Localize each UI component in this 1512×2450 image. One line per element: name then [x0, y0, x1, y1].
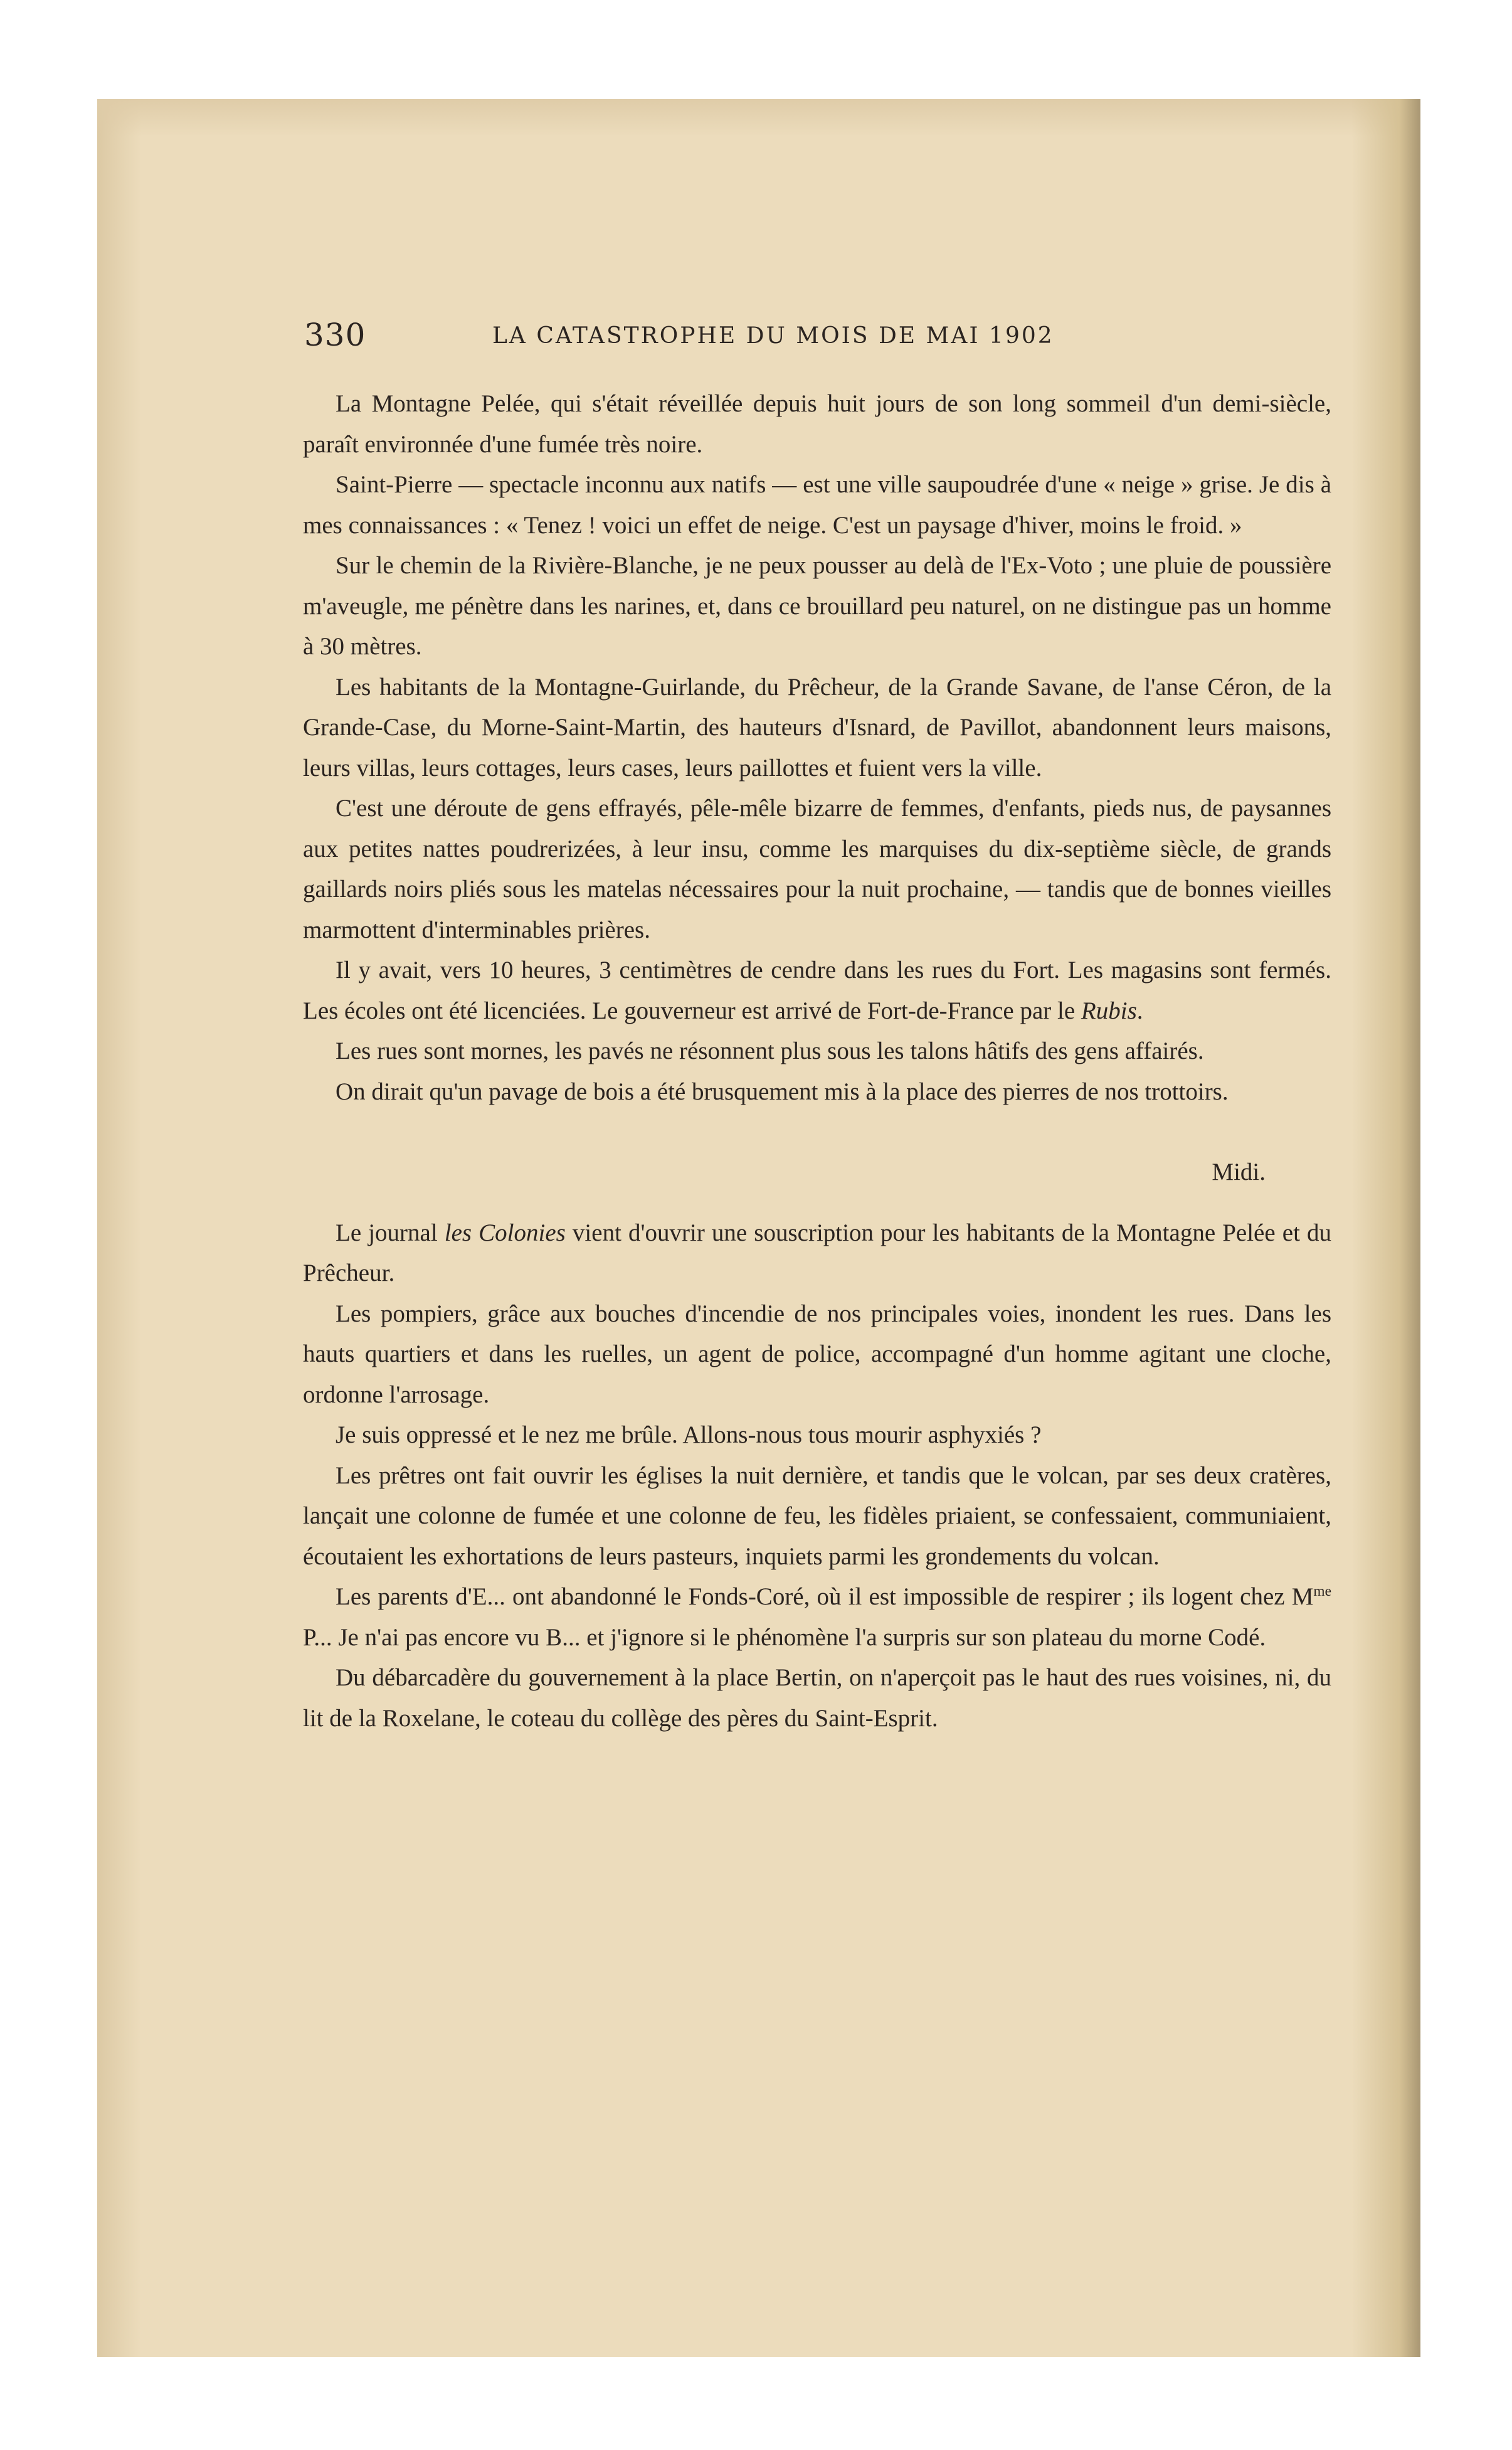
body-text: [303, 384, 1331, 1739]
paragraph: [303, 1213, 1331, 1294]
paragraph-text: Il y avait, vers 10 heures, 3 centimètres de cendre dans les rues du Fort. Les magasins sont fermés. Les écoles ont été licenciées. Le gouverneur est arrivé de Fort-de-France par le: [303, 957, 1331, 1024]
page-edge-shadow-left: [97, 99, 141, 2357]
dateline: Midi.: [1212, 1159, 1266, 1185]
paragraph: Du débarcadère du gouvernement à la place Bertin, on n'aperçoit pas le haut des rues voisines, ni, du lit de la Roxelane, le coteau du collège des pères du Saint-Esprit.: [303, 1664, 1331, 1732]
paragraph-text: Les parents d'E... ont abandonné le Fonds-Coré, où il est impossible de respirer ; ils logent chez M: [336, 1583, 1314, 1610]
paragraph-text: vient d'ouvrir une souscription pour les habitants de la Montagne Pelée et du Prêcheur.: [303, 1219, 1331, 1286]
paragraph: C'est une déroute de gens effrayés, pêle-mêle bizarre de femmes, d'enfants, pieds nus, de paysannes aux petites nattes poudrerizées, à leur insu, comme les marquises du dix-septième siècle, de grands gaillards noirs pliés sous les matelas nécessaires pour la nuit prochaine, — tandis que de bonnes vieilles marmottent d'interminables prières.: [303, 795, 1331, 943]
paragraph: Les pompiers, grâce aux bouches d'incendie de nos principales voies, inondent les rues. Dans les hauts quartiers et dans les ruelles, un agent de police, accompagné d'un homme agitant une cloche, ordonne l'arrosage.: [303, 1300, 1331, 1408]
paragraph: La Montagne Pelée, qui s'était réveillée depuis huit jours de son long sommeil d'un demi-siècle, paraît environnée d'une fumée très noire.: [303, 390, 1331, 458]
paragraph: Saint-Pierre — spectacle inconnu aux natifs — est une ville saupoudrée d'une « neige » grise. Je dis à mes connaissances : « Tenez ! voici un effet de neige. C'est un paysage d'hiver, moins le froid. »: [303, 471, 1331, 539]
page-edge-shadow-top: [97, 99, 1420, 137]
paragraph: Les prêtres ont fait ouvrir les églises la nuit dernière, et tandis que le volcan, par ses deux cratères, lançait une colonne de fumée et une colonne de feu, les fidèles priaient, se confessaient, communiaient, écoutaient les exhortations de leurs pasteurs, inquiets parmi les grondements du volcan.: [303, 1461, 1331, 1570]
ship-name: Rubis: [1081, 997, 1137, 1024]
paragraph: [303, 950, 1331, 1031]
paragraph: Les rues sont mornes, les pavés ne résonnent plus sous les talons hâtifs des gens affairés.: [336, 1037, 1204, 1064]
page-gutter-shadow: [1351, 99, 1420, 2357]
paragraph-text: .: [1136, 997, 1143, 1024]
paragraph: Sur le chemin de la Rivière-Blanche, je ne peux pousser au delà de l'Ex-Voto ; une pluie de poussière m'aveugle, me pénètre dans les narines, et, dans ce brouillard peu naturel, on ne distingue pas un homme à 30 mètres.: [303, 552, 1331, 660]
paragraph: Les habitants de la Montagne-Guirlande, du Prêcheur, de la Grande Savane, de l'anse Céron, de la Grande-Case, du Morne-Saint-Martin, des hauteurs d'Isnard, de Pavillot, abandonnent leurs maisons, leurs villas, leurs cottages, leurs cases, leurs paillottes et fuient vers la ville.: [303, 673, 1331, 782]
running-title: LA CATASTROPHE DU MOIS DE MAI 1902: [492, 323, 1054, 349]
paragraph-text: P... Je n'ai pas encore vu B... et j'ignore si le phénomène l'a surpris sur son plateau du morne Codé.: [303, 1623, 1266, 1651]
paragraph: Je suis oppressé et le nez me brûle. Allons-nous tous mourir asphyxiés ?: [336, 1421, 1042, 1448]
running-head: [304, 317, 1135, 361]
paragraph: [303, 1577, 1331, 1658]
page-number: 330: [304, 317, 366, 353]
superscript: me: [1313, 1583, 1331, 1599]
paragraph: On dirait qu'un pavage de bois a été brusquement mis à la place des pierres de nos trottoirs.: [336, 1078, 1229, 1105]
paragraph-text: Le journal: [336, 1219, 445, 1246]
newspaper-title: les Colonies: [444, 1219, 566, 1246]
